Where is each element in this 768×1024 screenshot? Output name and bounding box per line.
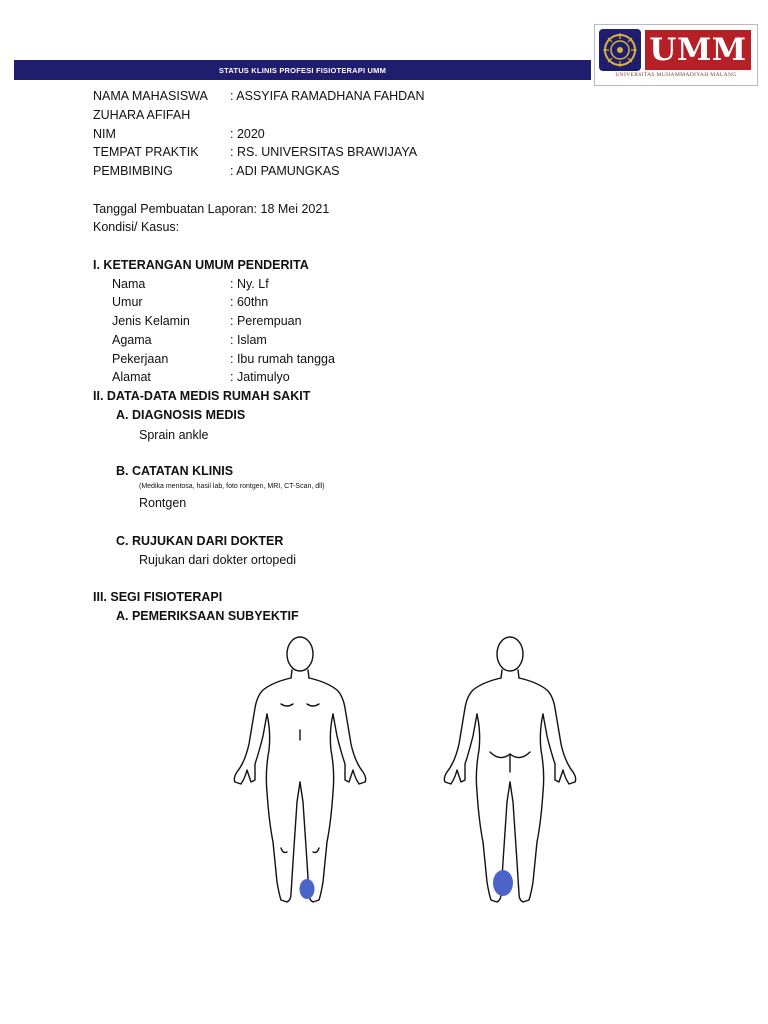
patient-row-value: : Jatimulyo — [230, 370, 290, 384]
patient-row-label: Pekerjaan — [112, 352, 169, 366]
section-2-heading: II. DATA-DATA MEDIS RUMAH SAKIT — [93, 389, 311, 403]
banner-title: STATUS KLINIS PROFESI FISIOTERAPI UMM — [218, 65, 387, 75]
body-chart-front — [225, 632, 375, 912]
diagnosis-text: Sprain ankle — [139, 428, 209, 442]
subjective-exam-heading: A. PEMERIKSAAN SUBYEKTIF — [116, 609, 299, 623]
patient-row-value: : 60thn — [230, 295, 269, 309]
clinical-notes-hint: (Medika mentosa, hasil lab, foto rontgen, MRI, CT-Scan, dll) — [139, 483, 325, 490]
referral-text: Rujukan dari dokter ortopedi — [139, 553, 297, 567]
patient-row-value: : Ibu rumah tangga — [230, 352, 335, 366]
patient-row-label: Nama — [112, 277, 146, 291]
clinical-notes-text: Rontgen — [139, 496, 187, 510]
section-3-heading: III. SEGI FISIOTERAPI — [93, 590, 223, 604]
patient-row-value: : Perempuan — [230, 314, 302, 328]
report-date: Tanggal Pembuatan Laporan: 18 Mei 2021 — [93, 202, 330, 216]
patient-row-label: Alamat — [112, 370, 151, 384]
advisor-value: : ADI PAMUNGKAS — [230, 164, 340, 178]
practice-place-label: TEMPAT PRAKTIK — [93, 145, 199, 159]
pain-marker-front — [300, 879, 315, 899]
pain-marker-back — [493, 870, 513, 896]
logo-subtitle: UNIVERSITAS MUHAMMADIYAH MALANG — [615, 72, 737, 78]
patient-row-label: Jenis Kelamin — [112, 314, 190, 328]
university-seal-icon — [599, 29, 641, 71]
patient-row-label: Agama — [112, 333, 152, 347]
student-name-value: : ASSYIFA RAMADHANA FAHDAN — [230, 89, 425, 103]
patient-row-label: Umur — [112, 295, 143, 309]
patient-row-value: : Islam — [230, 333, 267, 347]
referral-heading: C. RUJUKAN DARI DOKTER — [116, 534, 284, 548]
case-line: Kondisi/ Kasus: — [93, 220, 180, 234]
advisor-label: PEMBIMBING — [93, 164, 173, 178]
student-name-label: NAMA MAHASISWA — [93, 89, 208, 103]
student-name-continued: ZUHARA AFIFAH — [93, 108, 191, 122]
nim-label: NIM — [93, 127, 116, 141]
diagnosis-heading: A. DIAGNOSIS MEDIS — [116, 408, 246, 422]
nim-value: : 2020 — [230, 127, 265, 141]
umm-logo — [594, 24, 758, 86]
patient-row-value: : Ny. Lf — [230, 277, 269, 291]
logo-wordmark: UMM — [645, 30, 751, 70]
header-banner — [14, 60, 591, 80]
body-chart-back — [430, 632, 590, 912]
section-1-heading: I. KETERANGAN UMUM PENDERITA — [93, 258, 309, 272]
clinical-notes-heading: B. CATATAN KLINIS — [116, 464, 234, 478]
practice-place-value: : RS. UNIVERSITAS BRAWIJAYA — [230, 145, 418, 159]
